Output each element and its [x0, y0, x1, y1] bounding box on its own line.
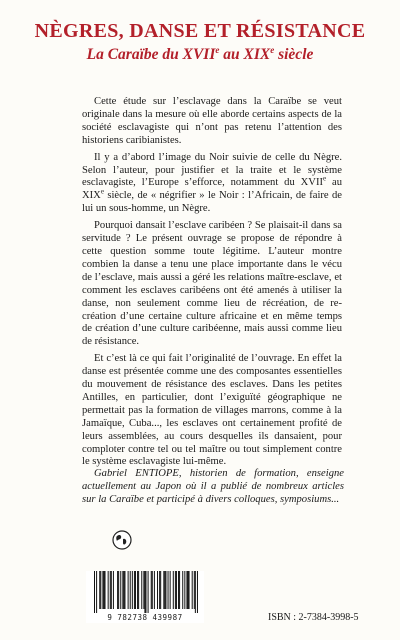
barcode-bar [137, 571, 138, 609]
blurb-text: au XIX [82, 177, 342, 202]
subtitle-part: au XIX [219, 46, 271, 64]
barcode-bar [118, 571, 119, 609]
blurb [82, 96, 342, 473]
author-bio: Gabriel ENTIOPE, historien de formation, enseigne actuellement au Japon où il a publié de nombreux articles sur la Caraïbe et participé à divers colloques, symposiums... [82, 468, 344, 505]
barcode-bars [94, 571, 198, 613]
barcode-bar [124, 571, 125, 609]
barcode-bar [157, 571, 158, 609]
barcode-bar [138, 571, 139, 609]
barcode-bar [135, 571, 136, 609]
barcode-bar [128, 571, 129, 609]
barcode-bar [163, 571, 164, 609]
barcode-bar [110, 571, 111, 609]
blurb-paragraph-1: Cette étude sur l’esclavage dans la Caraïbe se veut originale dans la mesure où elle aborde certains aspects de la société esclavagiste qui n’ont pas retenu l’attention des historiens caribianistes. [82, 96, 342, 146]
barcode-bar [175, 571, 176, 609]
barcode-bar [145, 571, 146, 613]
barcode-bar [108, 571, 109, 609]
barcode-bar [117, 571, 118, 609]
barcode-bar [105, 571, 106, 609]
barcode-bar [144, 571, 145, 613]
barcode-bar [182, 571, 183, 609]
barcode-bar [141, 571, 142, 609]
barcode-bar [99, 571, 100, 609]
barcode-bar [120, 571, 121, 609]
barcode-bar [111, 571, 112, 609]
subtitle-superscript: e [270, 45, 275, 55]
barcode [86, 571, 204, 623]
barcode-bar [187, 571, 188, 609]
barcode-bar [134, 571, 135, 609]
barcode-bar [96, 571, 97, 613]
barcode-bar [165, 571, 166, 609]
barcode-bar [189, 571, 190, 609]
barcode-bar [143, 571, 144, 609]
barcode-bar [130, 571, 131, 609]
subtitle-superscript: e [215, 45, 220, 55]
blurb-text: Il y a d’abord l’image du Noir suivie de celle du Nègre. Selon l’auteur, pour justifier et la traite et le système esclavagiste, l’Europe s’efforce, notamment du XVII [82, 151, 342, 189]
barcode-bar [192, 571, 193, 609]
barcode-bar [170, 571, 171, 609]
blurb-paragraph-4: Et c’est là ce qui fait l’originalité de l’ouvrage. En effet la danse est présentée comme une des composantes essentielles du mouvement de résistance des esclaves. Dans les petites Antilles, en particulier, dont l’exiguïté géographique ne permettait pas la formation de villages marrons, comme à la Jamaïque, Cuba..., les esclaves ont certainement profité de leurs assemblées, au cours desquelles ils dansaient, pour comploter contre tel ou tel maître ou tout simplement contre le système esclavagiste lui-même. [82, 353, 342, 468]
book-subtitle [0, 45, 400, 64]
barcode-bar [178, 571, 179, 609]
barcode-bar [160, 571, 161, 609]
isbn: ISBN : 2-7384-3998-5 [268, 612, 359, 623]
barcode-bar [168, 571, 169, 609]
barcode-bar [100, 571, 101, 609]
barcode-bar [176, 571, 177, 609]
barcode-bar [103, 571, 104, 609]
barcode-number: 9 782738 439987 [107, 613, 183, 622]
book-title: NÈGRES, DANSE ET RÉSISTANCE [34, 20, 366, 42]
blurb-superscript: e [100, 187, 104, 196]
barcode-bar [152, 571, 153, 609]
barcode-bar [159, 571, 160, 609]
subtitle-part: siècle [274, 46, 314, 64]
barcode-bar [184, 571, 185, 609]
barcode-bar [148, 571, 149, 613]
barcode-bar [154, 571, 155, 609]
barcode-bar [173, 571, 174, 609]
barcode-bar [194, 571, 195, 609]
barcode-bar [164, 571, 165, 609]
blurb-superscript: e [323, 174, 327, 183]
barcode-bar [132, 571, 133, 609]
barcode-bar [195, 571, 196, 613]
globe-logo-icon [112, 530, 132, 550]
barcode-bar [122, 571, 123, 609]
barcode-bar [94, 571, 95, 613]
barcode-bar [123, 571, 124, 609]
barcode-bar [179, 571, 180, 609]
subtitle-part: La Caraïbe du XVII [86, 46, 216, 64]
barcode-bar [186, 571, 187, 609]
barcode-bar [197, 571, 198, 613]
barcode-bar [151, 571, 152, 609]
blurb-paragraph-2 [82, 152, 342, 217]
blurb-text: siècle, de « négrifier » le Noir : l’Africain, de faire de lui un sous-homme, un Nègre. [82, 190, 342, 215]
blurb-paragraph-3: Pourquoi dansait l’esclave caribéen ? Se plaisait-il dans sa servitude ? Le présent ouvrage se propose de répondre à cette question somme toute légitime. L’auteur montre combien la danse a tenu une place importante dans le vécu de l’esclave, mais aussi a géré les relations maître-esclave, et comment les esclaves caribéens ont été amenés à utiliser la danse, non seulement comme lieu de récréation, de re-création d’une certaine culture africaine et en même temps de création d’une culture caribéenne, mais aussi comme lieu de résistance. [82, 220, 342, 348]
barcode-bar [113, 571, 114, 609]
barcode-bar [102, 571, 103, 609]
